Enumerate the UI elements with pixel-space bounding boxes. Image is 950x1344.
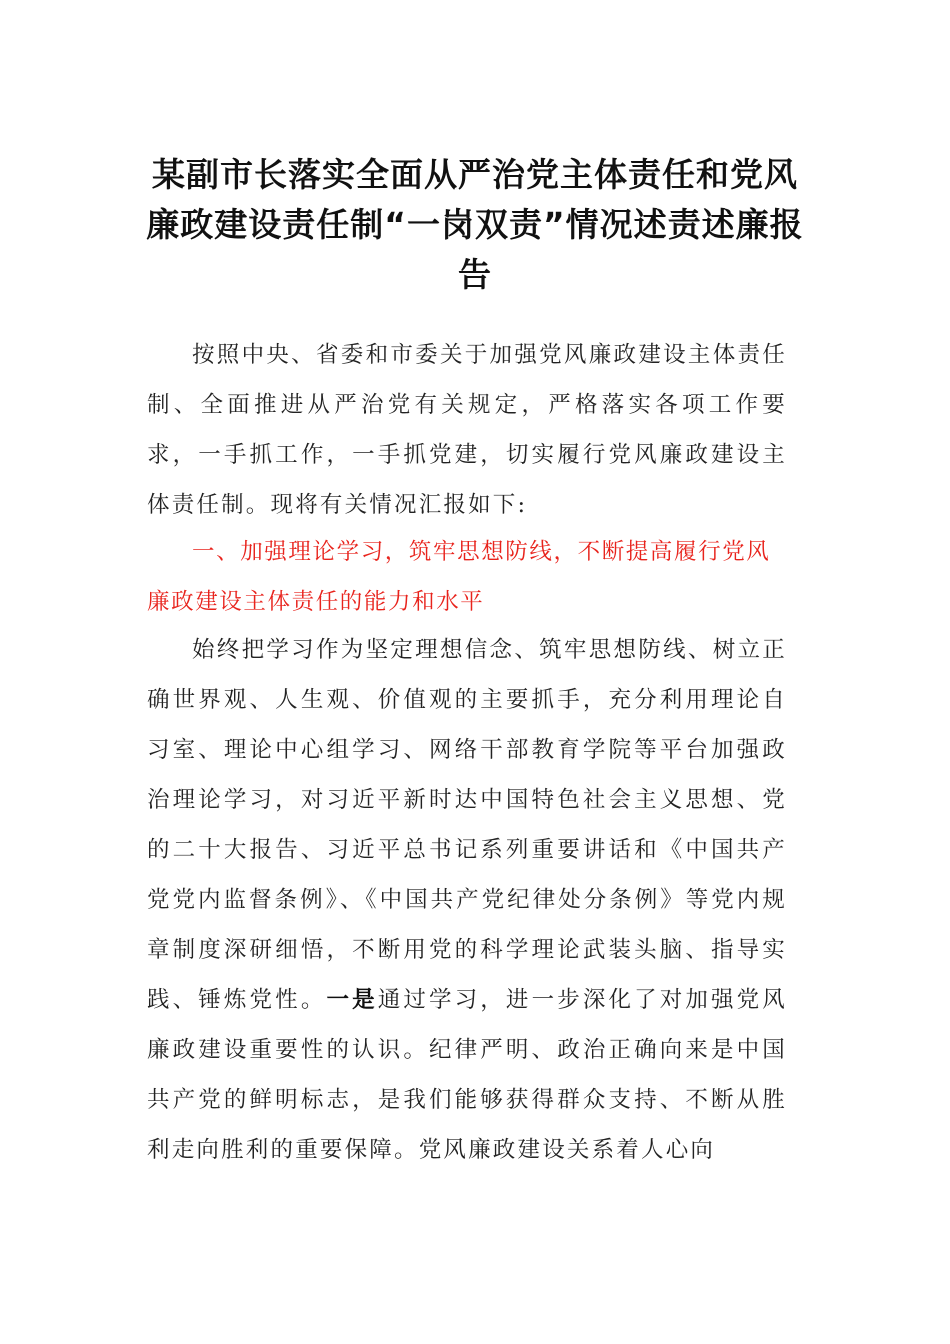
- section-heading-1: 一、加强理论学习，筑牢思想防线，不断提高履行党风廉政建设主体责任的能力和水平: [147, 539, 771, 615]
- document-title: 某副市长落实全面从严治党主体责任和党风廉政建设责任制“一岗双责”情况述责述廉报告: [146, 155, 804, 294]
- lead-word: 一是: [326, 987, 378, 1013]
- section-1-paragraph: [147, 625, 787, 1175]
- intro-paragraph: 按照中央、省委和市委关于加强党风廉政建设主体责任制、全面推进从严治党有关规定，严格落实各项工作要求，一手抓工作，一手抓党建，切实履行党风廉政建设主体责任制。现将有关情况汇报如下:: [147, 342, 787, 518]
- paragraph-text-before-lead: 始终把学习作为坚定理想信念、筑牢思想防线、树立正确世界观、人生观、价值观的主要抓手，充分利用理论自习室、理论中心组学习、网络干部教育学院等平台加强政治理论学习，对习近平新时达中国特色社会主义思想、党的二十大报告、习近平总书记系列重要讲话和《中国共产党党内监督条例》、《中国共产党纪律处分条例》等党内规章制度深研细悟，不断用党的科学理论武装头脑、指导实践、锤炼党性。: [147, 637, 787, 1013]
- paragraph-text-after-lead: 通过学习，进一步深化了对加强党风廉政建设重要性的认识。纪律严明、政治正确向来是中国共产党的鲜明标志，是我们能够获得群众支持、不断从胜利走向胜利的重要保障。党风廉政建设关系着人心向: [147, 987, 788, 1163]
